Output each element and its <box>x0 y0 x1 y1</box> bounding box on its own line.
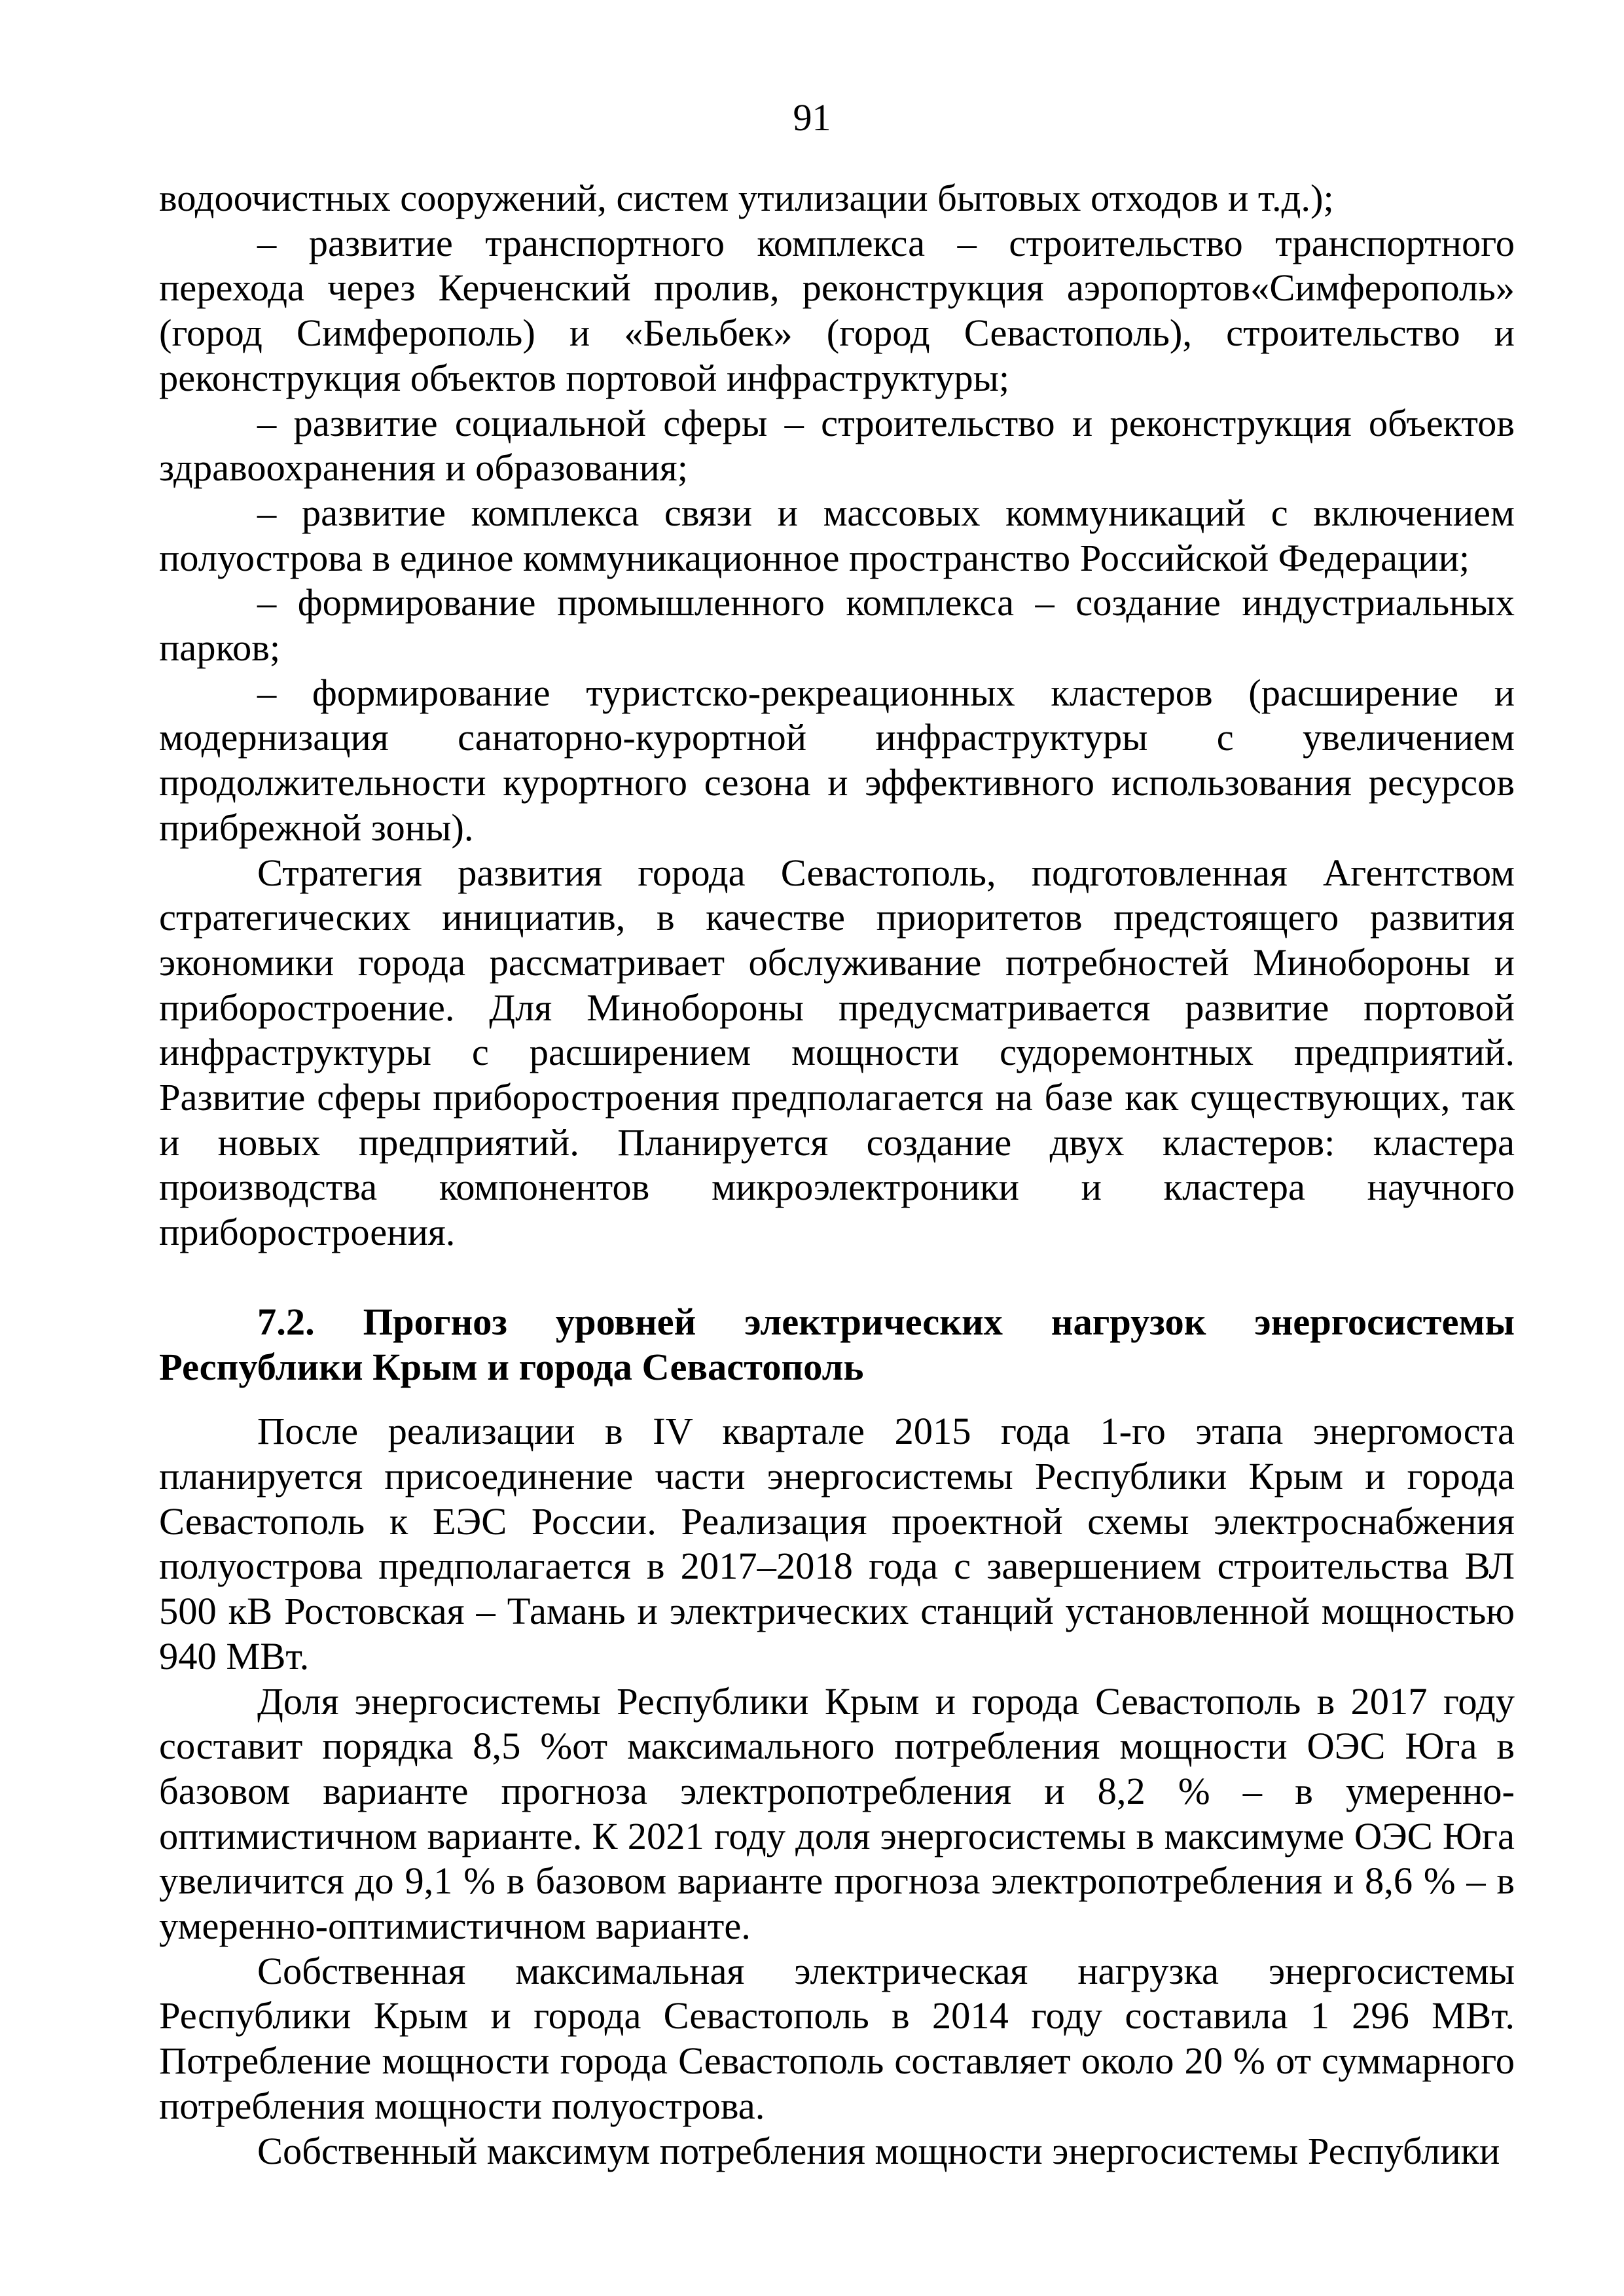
page-number: 91 <box>793 96 831 139</box>
section-heading: 7.2. Прогноз уровней электрических нагрузок энергосистемы Республики Крым и города Севастополь <box>159 1300 1515 1388</box>
list-item: – развитие социальной сферы – строительство и реконструкция объектов здравоохранения и образования; <box>159 401 1515 490</box>
list-item: – формирование промышленного комплекса – создание индустриальных парков; <box>159 581 1515 670</box>
paragraph: После реализации в IV квартале 2015 года 1-го этапа энергомоста планируется присоединение части энергосистемы Республики Крым и города Севастополь к ЕЭС России. Реализация проектной схемы электроснабжения полуострова предполагается в 2017–2018 года с завершением строительства ВЛ 500 кВ Ростовская – Тамань и электрических станций установленной мощностью 940 МВт. <box>159 1410 1515 1677</box>
paragraph: водоочистных сооружений, систем утилизации бытовых отходов и т.д.); <box>159 177 1334 219</box>
paragraph: Стратегия развития города Севастополь, подготовленная Агентством стратегических инициатив, в качестве приоритетов предстоящего развития экономики города рассматривает обслуживание потребностей Минобороны и приборостроение. Для Минобороны предусматривается развитие портовой инфраструктуры с расширением мощности судоремонтных предприятий. Развитие сферы приборостроения предполагается на базе как существующих, так и новых предприятий. Планируется создание двух кластеров: кластера производства компонентов микроэлектроники и кластера научного приборостроения. <box>159 851 1515 1254</box>
paragraph: Доля энергосистемы Республики Крым и города Севастополь в 2017 году составит порядка 8,5 %от максимального потребления мощности ОЭС Юга в базовом варианте прогноза электропотребления и 8,2 % – в умеренно-оптимистичном варианте. К 2021 году доля энергосистемы в максимуме ОЭС Юга увеличится до 9,1 % в базовом варианте прогноза электропотребления и 8,6 % – в умеренно-оптимистичном варианте. <box>159 1679 1515 1948</box>
list-item: – развитие комплекса связи и массовых коммуникаций с включением полуострова в единое коммуникационное пространство Российской Федерации; <box>159 491 1515 579</box>
list-item: – формирование туристско-рекреационных кластеров (расширение и модернизация санаторно-курортной инфраструктуры с увеличением продолжительности курортного сезона и эффективного использования ресурсов прибрежной зоны). <box>159 671 1515 849</box>
list-item: – развитие транспортного комплекса – строительство транспортного перехода через Керченский пролив, реконструкция аэропортов«Симферополь» (город Симферополь) и «Бельбек» (город Севастополь), строительство и реконструкция объектов портовой инфраструктуры; <box>159 221 1515 399</box>
document-body <box>159 176 1515 2174</box>
paragraph: Собственный максимум потребления мощности энергосистемы Республики <box>257 2129 1500 2172</box>
paragraph: Собственная максимальная электрическая нагрузка энергосистемы Республики Крым и города Севастополь в 2014 году составила 1 296 МВт. Потребление мощности города Севастополь составляет около 20 % от суммарного потребления мощности полуострова. <box>159 1949 1515 2127</box>
